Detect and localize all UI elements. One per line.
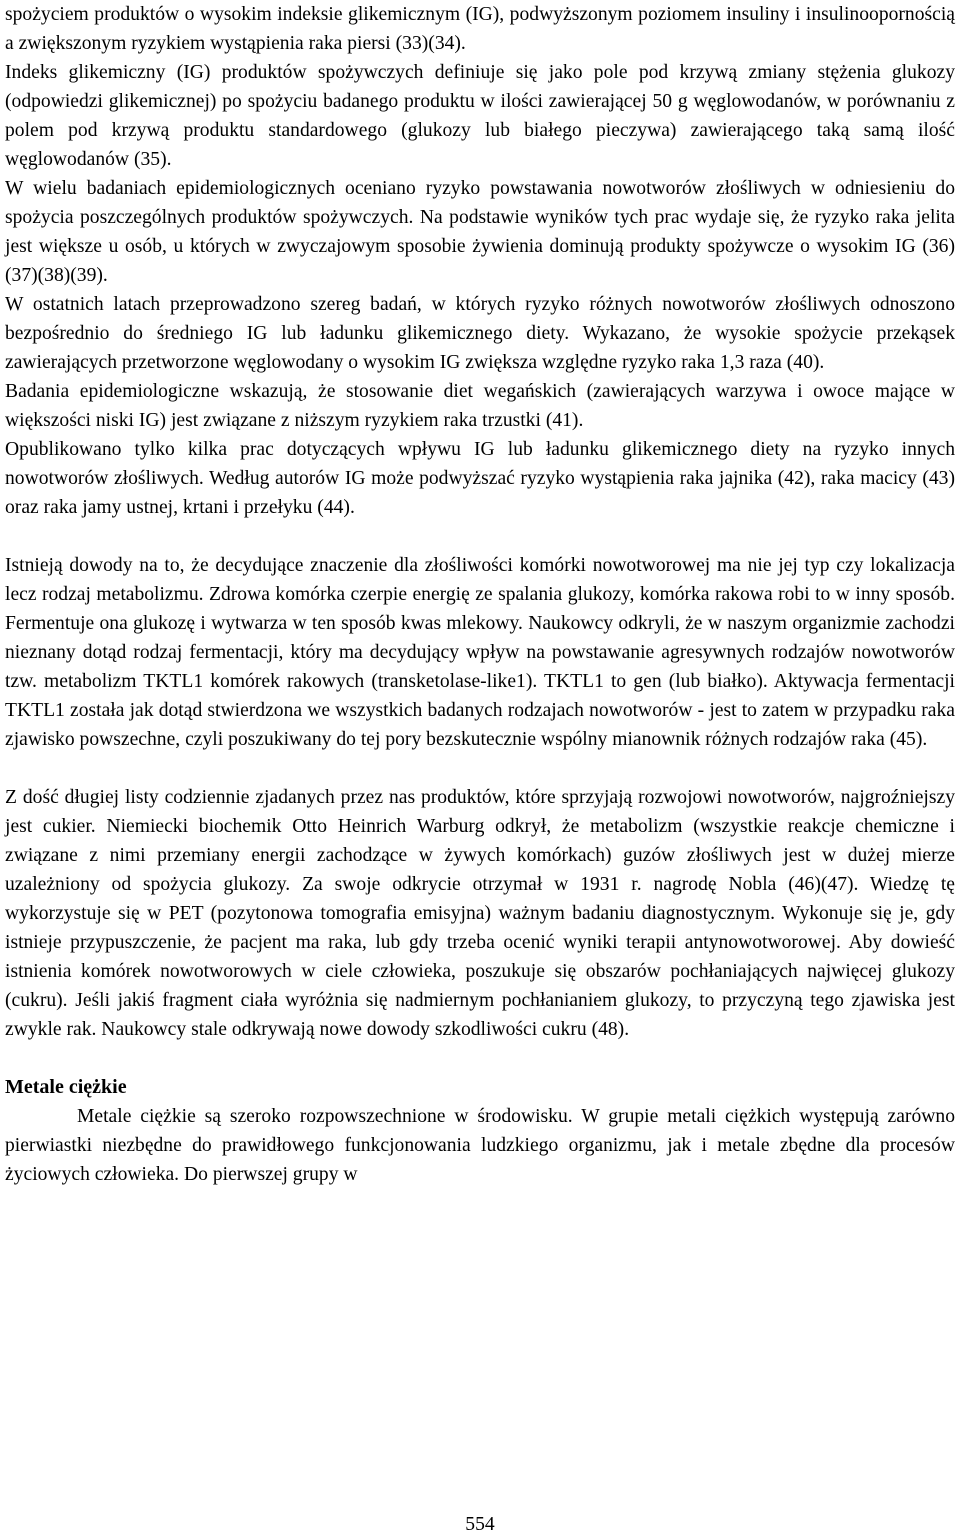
page-number: 554 (465, 1514, 495, 1535)
paragraph-epidemiological-studies: W wielu badaniach epidemiologicznych oceniano ryzyko powstawania nowotworów złośliwych w odniesieniu do spożycia poszczególnych produktów spożywczych. Na podstawie wyników tych prac wydaje się, że ryzyko raka jelita jest większe u osób, u których w zwyczajowym sposobie żywienia dominują produkty spożywcze o wysokim IG (36)(37)(38)(39). (5, 178, 955, 286)
paragraph-vegan-diets: Badania epidemiologiczne wskazują, że stosowanie diet wegańskich (zawierających warzywa i owoce mające w większości niski IG) jest związane z niższym ryzykiem raka trzustki (41). (5, 381, 955, 431)
paragraph-gap (5, 1044, 955, 1073)
paragraph-gap (5, 522, 955, 551)
paragraph-other-cancers: Opublikowano tylko kilka prac dotyczących wpływu IG lub ładunku glikemicznego diety na ryzyko innych nowotworów złośliwych. Według autorów IG może podwyższać ryzyko wystąpienia raka jajnika (42), raka macicy (43) oraz raka jamy ustnej, krtani i przełyku (44). (5, 439, 955, 518)
document-page (5, 0, 955, 1189)
paragraph-gap (5, 754, 955, 783)
paragraph-sugar-warburg: Z dość długiej listy codziennie zjadanych przez nas produktów, które sprzyjają rozwojowi nowotworów, najgroźniejszy jest cukier. Niemiecki biochemik Otto Heinrich Warburg odkrył, że metabolizm (wszystkie reakcje chemiczne i związane z nimi przemiany energii zachodzące w żywych komórkach) guzów złośliwych jest w dużej mierze uzależniony od spożycia glukozy. Za swoje odkrycie otrzymał w 1931 r. nagrodę Nobla (46)(47). Wiedzę tę wykorzystuje się w PET (pozytonowa tomografia emisyjna) ważnym badaniu diagnostycznym. Wykonuje się je, gdy istnieje przypuszczenie, że pacjent ma raka, lub gdy trzeba ocenić wyniki terapii antynowotworowej. Aby dowieść istnienia komórek nowotworowych w ciele człowieka, poszukuje się obszarów pochłaniających najwięcej glukozy (cukru). Jeśli jakiś fragment ciała wyróżnia się nadmiernym pochłanianiem glukozy, to przyczyną tego zjawiska jest zwykle rak. Naukowcy stale odkrywają nowe dowody szkodliwości cukru (48). (5, 787, 955, 1040)
paragraph-heavy-metals: Metale ciężkie są szeroko rozpowszechnione w środowisku. W grupie metali ciężkich występują zarówno pierwiastki niezbędne do prawidłowego funkcjonowania ludzkiego organizmu, jak i metale zbędne dla procesów życiowych człowieka. Do pierwszej grupy w (5, 1106, 955, 1185)
paragraph-breast-cancer-risk: spożyciem produktów o wysokim indeksie glikemicznym (IG), podwyższonym poziomem insuliny i insulinoopornością a zwiększonym ryzykiem wystąpienia raka piersi (33)(34). (5, 4, 955, 54)
section-heading: Metale ciężkie (5, 1076, 127, 1098)
paragraph-glycemic-index-definition: Indeks glikemiczny (IG) produktów spożywczych definiuje się jako pole pod krzywą zmiany stężenia glukozy (odpowiedzi glikemicznej) po spożyciu badanego produktu w ilości zawierającej 50 g węglowodanów, w porównaniu z polem pod krzywą produktu standardowego (glukozy lub białego pieczywa) zawierającego taką samą ilość węglowodanów (35). (5, 62, 955, 170)
paragraph-tktl1-metabolism: Istnieją dowody na to, że decydujące znaczenie dla złośliwości komórki nowotworowej ma nie jej typ czy lokalizacja lecz rodzaj metabolizmu. Zdrowa komórka czerpie energię ze spalania glukozy, komórka rakowa robi to w inny sposób. Fermentuje ona glukozę i wytwarza w ten sposób kwas mlekowy. Naukowcy odkryli, że w naszym organizmie zachodzi nieznany dotąd rodzaj fermentacji, który ma decydujący wpływ na powstawanie agresywnych rodzajów nowotworów tzw. metabolizm TKTL1 komórek rakowych (transketolase-like1). TKTL1 to gen (lub białko). Aktywacja fermentacji TKTL1 została jak dotąd stwierdzona we wszystkich badanych rodzajach nowotworów - jest to zatem w przypadku raka zjawisko powszechne, czyli poszukiwany do tej pory bezskutecznie wspólny mianownik różnych rodzajów raka (45). (5, 555, 955, 750)
paragraph-recent-studies: W ostatnich latach przeprowadzono szereg badań, w których ryzyko różnych nowotworów złośliwych odnoszono bezpośrednio do średniego IG lub ładunku glikemicznego diety. Wykazano, że wysokie spożycie przekąsek zawierających przetworzone węglowodany o wysokim IG zwiększa względne ryzyko raka 1,3 raza (40). (5, 294, 955, 373)
